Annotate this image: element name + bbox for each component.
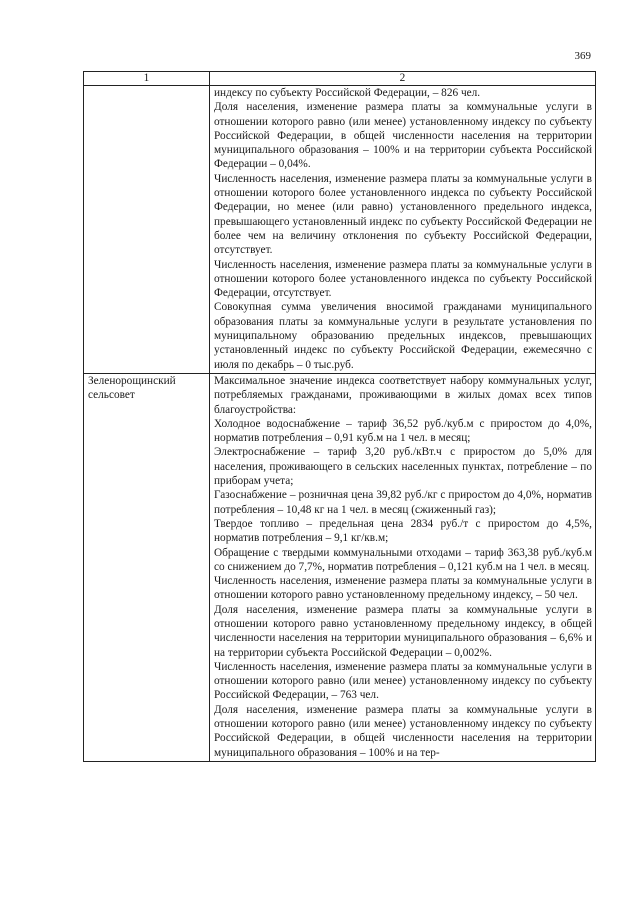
document-table: [83, 71, 596, 762]
paragraph: Численность населения, изменение размера платы за коммунальные услуги в отношении которого равно (или менее) установленному индексу по субъекту Российской Федерации, – 763 чел.: [214, 660, 592, 702]
description-cell: [210, 86, 596, 374]
paragraph: Совокупная сумма увеличения вносимой гражданами муниципального образования платы за коммунальные услуги в результате установления по муниципальному образованию предельных индексов, превышающих установленный индекс по субъекту Российской Федерации, ежемесячно с июля по декабрь – 0 тыс.руб.: [214, 301, 592, 371]
paragraph: Численность населения, изменение размера платы за коммунальные услуги в отношении которого более установленного индекса по субъекту Российской Федерации, но менее (или равно) установленного предельного индекса, превышающего установленный индекс по субъекту Российской Федерации не более чем на величину отклонения по субъекту Российской Федерации, отсутствует.: [214, 172, 592, 257]
municipality-cell: [84, 86, 210, 374]
page-number: 369: [574, 50, 591, 62]
paragraph: Доля населения, изменение размера платы за коммунальные услуги в отношении которого равно (или менее) установленному индексу по субъекту Российской Федерации, в общей численности населения на территории муниципального образования – 100% и на территории субъекта Российской Федерации – 0,04%.: [214, 101, 592, 171]
paragraph: Доля населения, изменение размера платы за коммунальные услуги в отношении которого равно (или менее) установленному индексу по субъекту Российской Федерации, в общей численности населения на территории муниципального образования – 100% и на тер-: [214, 703, 592, 759]
header-cell-1: 1: [84, 72, 210, 86]
table-row: [84, 86, 596, 374]
paragraph: Электроснабжение – тариф 3,20 руб./кВт.ч с приростом до 5,0% для населения, проживающего в сельских населенных пунктах, потребление – по приборам учета;: [214, 446, 592, 488]
paragraph: Максимальное значение индекса соответствует набору коммунальных услуг, потребляемых гражданами, проживающими в жилых домах всех типов благоустройства:: [214, 374, 592, 416]
paragraph: Обращение с твердыми коммунальными отходами – тариф 363,38 руб./куб.м со снижением до 7,7%, норматив потребления – 0,121 куб.м на 1 чел. в месяц.: [214, 546, 592, 573]
description-cell: [210, 373, 596, 761]
paragraph: Численность населения, изменение размера платы за коммунальные услуги в отношении которого равно установленному предельному индексу, – 50 чел.: [214, 575, 592, 602]
paragraph: Численность населения, изменение размера платы за коммунальные услуги в отношении которого более установленного индекса по субъекту Российской Федерации, отсутствует.: [214, 258, 592, 300]
paragraph: Доля населения, изменение размера платы за коммунальные услуги в отношении которого равно установленному предельному индексу, в общей численности населения на территории муниципального образования – 6,6% и на территории субъекта Российской Федерации – 0,002%.: [214, 603, 592, 659]
header-cell-2: 2: [210, 72, 596, 86]
municipality-cell: Зеленорощинский сельсовет: [84, 373, 210, 761]
table-header-row: [84, 72, 596, 86]
paragraph: индексу по субъекту Российской Федерации, – 826 чел.: [214, 87, 481, 99]
table-row: [84, 373, 596, 761]
paragraph: Твердое топливо – предельная цена 2834 руб./т с приростом до 4,5%, норматив потребления – 9,1 кг/кв.м;: [214, 517, 592, 545]
paragraph: Газоснабжение – розничная цена 39,82 руб./кг с приростом до 4,0%, норматив потребления – 10,48 кг на 1 чел. в месяц (сжиженный газ);: [214, 489, 592, 516]
paragraph: Холодное водоснабжение – тариф 36,52 руб./куб.м с приростом до 4,0%, норматив потребления – 0,91 куб.м на 1 чел. в месяц;: [214, 417, 592, 445]
